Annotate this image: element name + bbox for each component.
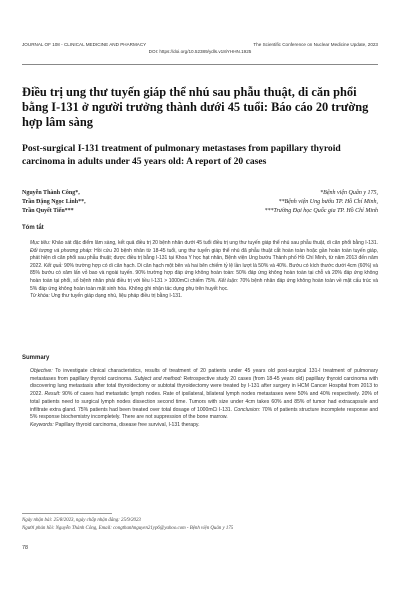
keywords-text: Papillary thyroid carcinoma, disease free survival, I-131 therapy. — [53, 421, 200, 428]
title-english: Post-surgical I-131 treatment of pulmonary metastases from papillary thyroid carcinoma in adults under 45 years old: A report of 20 cases — [22, 143, 341, 167]
author-name: Trần Quyết Tiến*** — [22, 208, 74, 214]
author-affiliation: *Bệnh viện Quân y 175, — [320, 190, 378, 196]
abstract-en-heading: Summary — [22, 355, 50, 361]
author-row — [22, 189, 378, 198]
author-name: Nguyễn Thành Công*, — [22, 190, 80, 196]
abstract-label: Kết quả: — [42, 262, 63, 269]
abstract-text: Khảo sát đặc điểm lâm sàng, kết quả điều trị 20 bệnh nhân dưới 45 tuổi điều trị ung thư tuyến giáp thể nhú sau phẫu thuật, di căn phổi bằng I-131. — [50, 240, 378, 246]
author-affiliation: **Bệnh viện Ung bướu TP. Hồ Chí Minh, — [278, 199, 378, 205]
abstract-vietnamese — [30, 240, 378, 301]
header-row — [22, 42, 378, 47]
doi-link[interactable]: DOI: https://doi.org/10.52389/ydls.v18iYHHN.1925 — [148, 49, 252, 54]
author-row — [22, 207, 378, 216]
footnote-divider — [22, 513, 112, 514]
page-number: 78 — [22, 545, 28, 551]
author-row — [22, 198, 378, 207]
abstract-label: Conclusion: — [232, 406, 261, 413]
abstract-text: 90% trường hợp có di căn hạch. Di căn hạch một bên và hai bên chiếm tỷ lệ lần lượt là 50% và 40%. Bướu có kích thước dưới 4cm (60%) và 85% bướu có xâm lấn vỏ bao và ngoài tuyến. 90% trường hợp đáp ứng không hoàn toàn: 50% đáp ứng không hoàn toàn tại chỗ và 20% đáp ứng không hoàn toàn tại phổi, số bệnh nhân phải điều trị với liều I-131 > 1000mCi chiếm 75%. — [30, 262, 379, 284]
abstract-label: Đối tượng và phương pháp: — [30, 247, 93, 254]
abstract-english — [30, 368, 378, 430]
abstract-text: 70% bệnh nhân đáp ứng không hoàn toàn về mặt cấu trúc và 5% đáp ứng không hoàn toàn mặt sinh hóa. Không ghi nhận tác dụng phụ trên huyết học. — [30, 277, 378, 292]
abstract-vi-heading: Tóm tắt — [22, 225, 44, 231]
abstract-label: Result: — [42, 391, 61, 398]
abstract-label: Subject and method: — [132, 375, 182, 382]
keywords-line — [30, 422, 378, 430]
running-header — [22, 42, 378, 54]
author-block — [22, 189, 378, 216]
keywords-line — [30, 293, 378, 301]
corresponding-author: Người phản hồi: Nguyễn Thành Công, Email: congthanhnguyen21yp6@yahoo.com - Bệnh viện Quân y 175 — [22, 526, 234, 531]
abstract-text: Hồi cứu 20 bệnh nhân từ 18-45 tuổi, ung thư tuyến giáp thể nhú đã phẫu thuật cắt hoàn toàn hoặc gần hoàn toàn tuyến giáp, phát hiện di căn phổi sau phẫu thuật; được điều trị bằng I-131 tại Khoa Y học hạt nhân, Bệnh viện Ung bướu Thành phố Hồ Chí Minh, từ năm 2013 đến năm 2022. — [30, 247, 379, 269]
author-name: Trần Đặng Ngọc Linh**, — [22, 199, 86, 205]
keywords-text: Ung thư tuyến giáp dạng nhú, liệu pháp điều trị bằng I-131. — [49, 293, 183, 300]
abstract-label: Mục tiêu: — [30, 240, 51, 246]
title-vietnamese: Điều trị ung thư tuyến giáp thể nhú sau phẫu thuật, di căn phổi bằng I-131 ở người trưởng thành dưới 45 tuổi: Báo cáo 20 trường hợp lâm sàng — [22, 85, 369, 129]
author-affiliation: ***Trường Đại học Quốc gia TP. Hồ Chí Minh — [264, 208, 378, 214]
header-divider — [22, 64, 378, 65]
abstract-label: Kết luận: — [216, 277, 239, 284]
abstract-text: Retrospective study 20 cases (from 18-45 years old) papillary thyroid carcinoma with discovering lung metastasis after total thyroidectomy or subtotal thyroidectomy were treated by I-131 after surgery in HCM Cancer Hospital from 2013 to 2022. — [30, 375, 378, 398]
keywords-label: Keywords: — [30, 421, 54, 428]
conference-name: The Scientific Conference on Nuclear Medicine Update, 2023 — [253, 42, 378, 47]
journal-name: JOURNAL OF 108 - CLINICAL MEDICINE AND PHARMACY — [22, 42, 147, 47]
abstract-text: 90% of cases had metastatic lymph nodes. Rate of ipsilateral, bilateral lymph nodes metastases were 50% and 40% respectively. 20% of total patients need to surgical lymph nodes dissection second time. Tumors with size under 4cm takes 60% and 85% of tumor had extracapsule and infiltrate extra gland. 75% patients had been treated over total dosage of 1000mCi I-131. — [30, 391, 378, 413]
received-dates: Ngày nhận bài: 25/8/2023, ngày chấp nhận đăng: 25/9/2023 — [22, 518, 141, 523]
abstract-text: To investigate clinical characteristics, results of treatment of 20 patients under 45 years old post-surgical 131-I treatment of pulmonary metastases from papillary thyroid carcinoma. — [30, 368, 378, 382]
footnotes — [22, 517, 378, 533]
abstract-label: Objective: — [30, 368, 53, 374]
abstract-text: 70% of patients structure incomplete response and 5% response biochemistry incompletely. There are not suppression of the bone marrow. — [30, 406, 379, 421]
keywords-label: Từ khóa: — [30, 293, 50, 300]
